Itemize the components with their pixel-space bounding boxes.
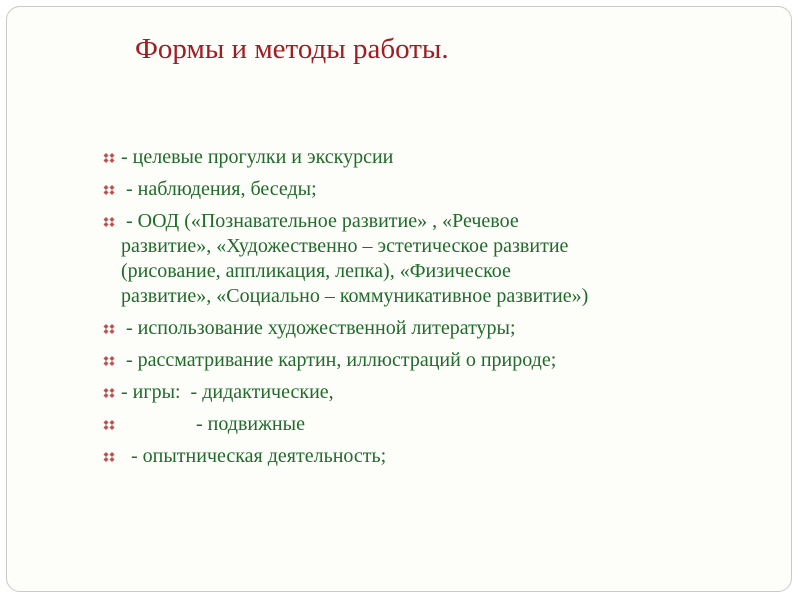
- list-item-line: - использование художественной литературы;: [121, 317, 516, 339]
- list-item: [100, 145, 760, 170]
- diamond-cluster-icon: [102, 324, 116, 334]
- list-item-line: - игры: - дидактические,: [121, 381, 334, 403]
- list-item-line: (рисование, аппликация, лепка), «Физическое: [121, 260, 511, 282]
- list-item: [100, 412, 760, 437]
- diamond-cluster-icon: [102, 452, 116, 462]
- list-item-line: - рассматривание картин, иллюстраций о природе;: [121, 349, 557, 371]
- slide-title: Формы и методы работы.: [135, 33, 449, 65]
- list-item-line: - опытническая деятельность;: [121, 445, 387, 467]
- diamond-cluster-icon: [102, 420, 116, 430]
- diamond-cluster-icon: [102, 185, 116, 195]
- list-item-line: - ООД («Познавательное развитие» , «Речевое: [121, 210, 519, 232]
- bullet-list: [100, 145, 760, 476]
- list-item-line: - подвижные: [121, 413, 305, 435]
- diamond-cluster-icon: [102, 388, 116, 398]
- diamond-cluster-icon: [102, 153, 116, 163]
- list-item: [100, 209, 760, 309]
- list-item: [100, 316, 760, 341]
- list-item-line: развитие», «Художественно – эстетическое развитие: [121, 235, 569, 257]
- list-item: [100, 380, 760, 405]
- list-item: [100, 177, 760, 202]
- list-item-line: - наблюдения, беседы;: [121, 178, 317, 200]
- list-item-line: - целевые прогулки и экскурсии: [121, 146, 394, 168]
- list-item: [100, 444, 760, 469]
- diamond-cluster-icon: [102, 356, 116, 366]
- diamond-cluster-icon: [102, 217, 116, 227]
- list-item: [100, 348, 760, 373]
- list-item-line: развитие», «Социально – коммуникативное развитие»): [121, 285, 589, 307]
